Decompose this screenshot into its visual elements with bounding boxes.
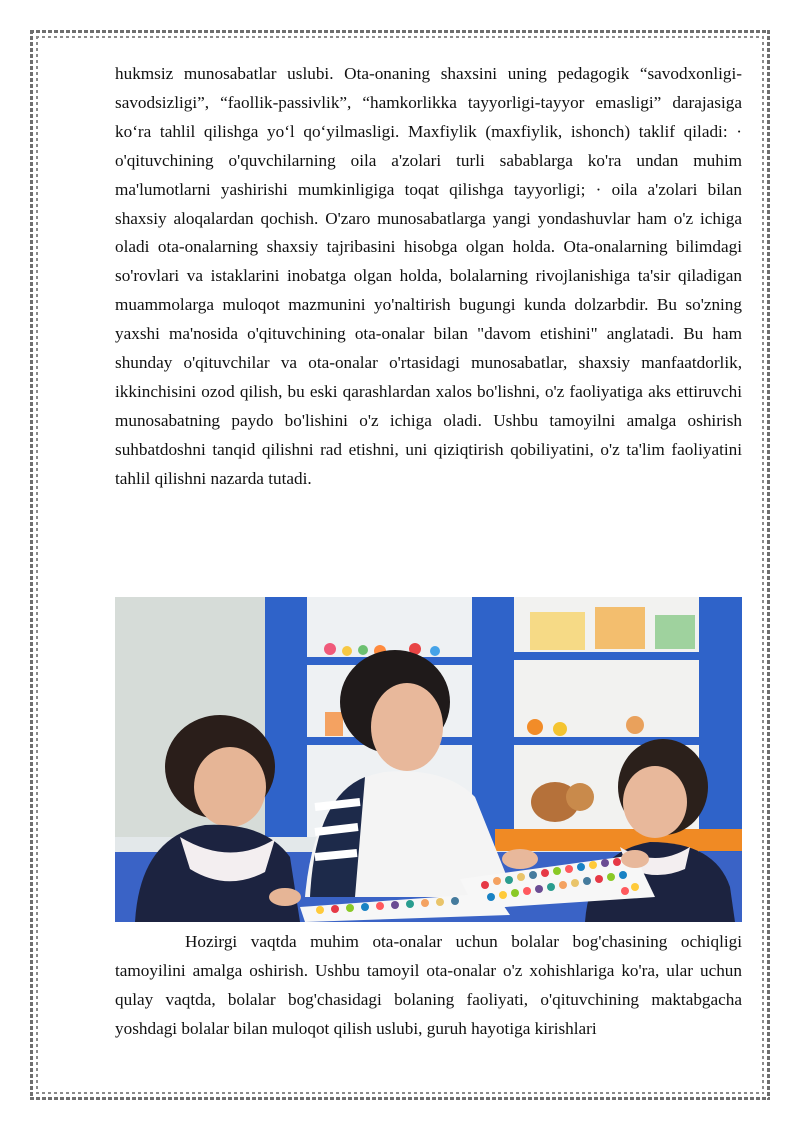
body-paragraph-1: hukmsiz munosabatlar uslubi. Ota-onaning shaxsini uning pedagogik “savodxonligi-savodsizligi”, “faollik-passivlik”, “hamkorlikka tayyorligi-tayyor emasligi” darajasiga ko‘ra tahlil qilishga yo‘l qo‘yilmasligi. Maxfiylik (maxfiylik, ishonch) taklif qiladi: · o'qituvchining o'quvchilarning oila a'zolari turli sabablarga ko'ra undan muhim ma'lumotlarni yashirishi mumkinligiga toqat qilishga tayyorligi; · oila a'zolari bilan shaxsiy aloqalardan qochish. O'zaro munosabatlarga yangi yondashuvlar ham o'z ichiga oladi ota-onalarning shaxsiy tajribasini hisobga olgan holda. Ota-onalarning bilimdagi so'rovlari va istaklarini inobatga olgan holda, bolalarning rivojlanishiga ta'sir qiladigan muammolarga muloqot mazmunini yo'naltirish bugungi kunda dolzarbdir. Bu so'zning yaxshi ma'nosida o'qituvchining ota-onalar bilan "davom etishini" anglatadi. Bu ham shunday o'qituvchilar va ota-onalar o'rtasidagi munosabatlar, shaxsiy manfaatdorlik, ikkinchisini ozod qilish, bu eski qarashlardan xalos bo'lishni, o'z faoliyatiga aks ettiruvchi munosabatning paydo bo'lishini o'z ichiga oladi. Ushbu tamoyilni amalga oshirish suhbatdoshni tanqid qilishni rad etishni, uni qiziqtirish qobiliyatini, o'z ta'lim faoliyatini tahlil qilishni nazarda tutadi. (115, 64, 742, 488)
body-paragraph-2: Hozirgi vaqtda muhim ota-onalar uchun bolalar bog'chasining ochiqligi tamoyilini amalga oshirish. Ushbu tamoyil ota-onalar o'z xohishlariga ko'ra, ular uchun qulay vaqtda, bolalar bog'chasidagi bolaning faoliyati, o'qituvchining maktabgacha yoshdagi bolalar bilan muloqot qilish uslubi, guruh hayotiga kirishlari (115, 932, 742, 1038)
classroom-photo (115, 597, 742, 922)
border-right-outer (767, 30, 770, 1100)
border-top-inner (36, 36, 764, 38)
border-left-outer (30, 30, 33, 1100)
border-left-inner (36, 36, 38, 1094)
border-bottom-inner (36, 1092, 764, 1094)
border-top-outer (30, 30, 770, 33)
border-right-inner (762, 36, 764, 1094)
border-bottom-outer (30, 1097, 770, 1100)
